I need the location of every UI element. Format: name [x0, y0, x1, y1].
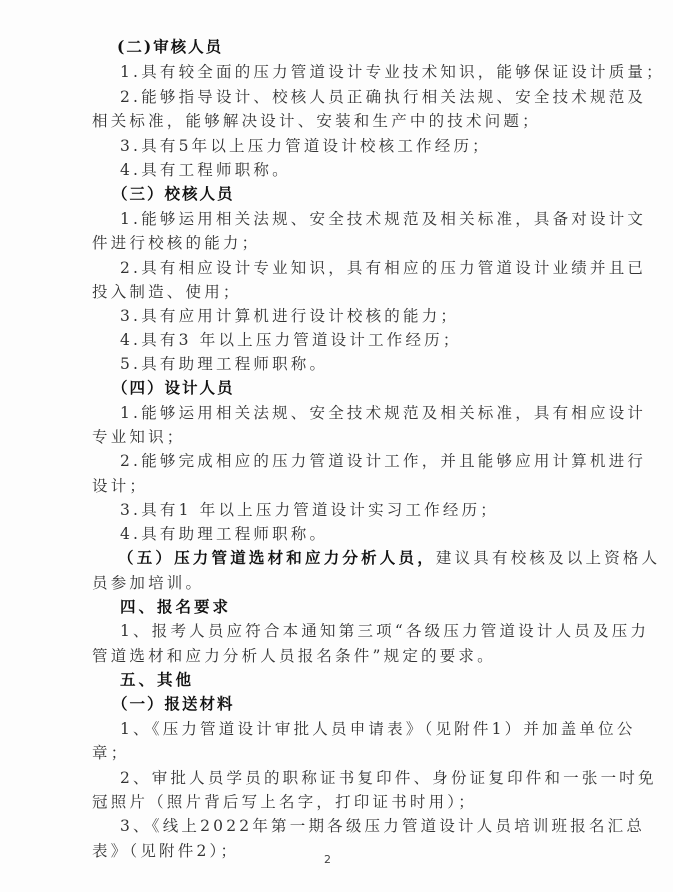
paragraph: 件进行校核的能力； [92, 234, 261, 252]
paragraph: 员参加培训。 [92, 574, 205, 592]
paragraph: 1.能够运用相关法规、安全技术规范及相关标准，具有相应设计 [120, 404, 647, 422]
paragraph: 章； [92, 744, 130, 762]
heading-checker: （三）校核人员 [112, 184, 235, 203]
paragraph: 1.具有较全面的压力管道设计专业技术知识，能够保证设计质量； [120, 63, 665, 81]
paragraph: 管道选材和应力分析人员报名条件”规定的要求。 [92, 647, 496, 665]
heading-materials: （一）报送材料 [112, 694, 235, 713]
paragraph: 3.具有5年以上压力管道设计校核工作经历； [120, 137, 491, 155]
paragraph-text: 建议具有校核及以上资格人 [435, 549, 661, 567]
paragraph: 5.具有助理工程师职称。 [120, 355, 329, 373]
paragraph: 相关标准，能够解决设计、安装和生产中的技术问题； [92, 112, 541, 130]
heading-registration: 四、报名要求 [120, 597, 232, 616]
paragraph: 表》（见附件2）； [92, 842, 240, 860]
paragraph: 4.具有助理工程师职称。 [120, 525, 329, 543]
paragraph: 3.具有应用计算机进行设计校核的能力； [120, 307, 460, 325]
paragraph: 冠照片（照片背后写上名字，打印证书时用）； [92, 793, 477, 811]
paragraph: 投入制造、使用； [92, 283, 242, 301]
paragraph: 1.能够运用相关法规、安全技术规范及相关标准，具备对设计文 [120, 210, 647, 228]
heading-designer: （四）设计人员 [112, 378, 235, 397]
paragraph: 4.具有3 年以上压力管道设计工作经历； [120, 331, 462, 349]
paragraph-material-stress [118, 548, 660, 568]
paragraph: 专业知识； [92, 428, 186, 446]
paragraph: 4.具有工程师职称。 [120, 161, 291, 179]
page-number: 2 [324, 853, 331, 866]
paragraph: 1、《压力管道设计审批人员申请表》（见附件1）并加盖单位公 [120, 720, 636, 738]
heading-other: 五、其他 [120, 670, 195, 689]
paragraph: 2、审批人员学员的职称证书复印件、身份证复印件和一张一吋免 [120, 769, 657, 787]
heading-material-stress: （五）压力管道选材和应力分析人员， [118, 548, 436, 567]
paragraph: 3、《线上2022年第一期各级压力管道设计人员培训班报名汇总 [120, 817, 646, 835]
paragraph: 2.具有相应设计专业知识，具有相应的压力管道设计业绩并且已 [120, 259, 647, 277]
paragraph: 1、报考人员应符合本通知第三项“各级压力管道设计人员及压力 [120, 622, 650, 640]
paragraph: 3.具有1 年以上压力管道设计实习工作经历； [120, 501, 499, 519]
heading-reviewer: (二)审核人员 [117, 37, 224, 56]
paragraph: 2.能够完成相应的压力管道设计工作，并且能够应用计算机进行 [120, 452, 647, 470]
paragraph: 2.能够指导设计、校核人员正确执行相关法规、安全技术规范及 [120, 88, 647, 106]
paragraph: 设计； [92, 477, 149, 495]
